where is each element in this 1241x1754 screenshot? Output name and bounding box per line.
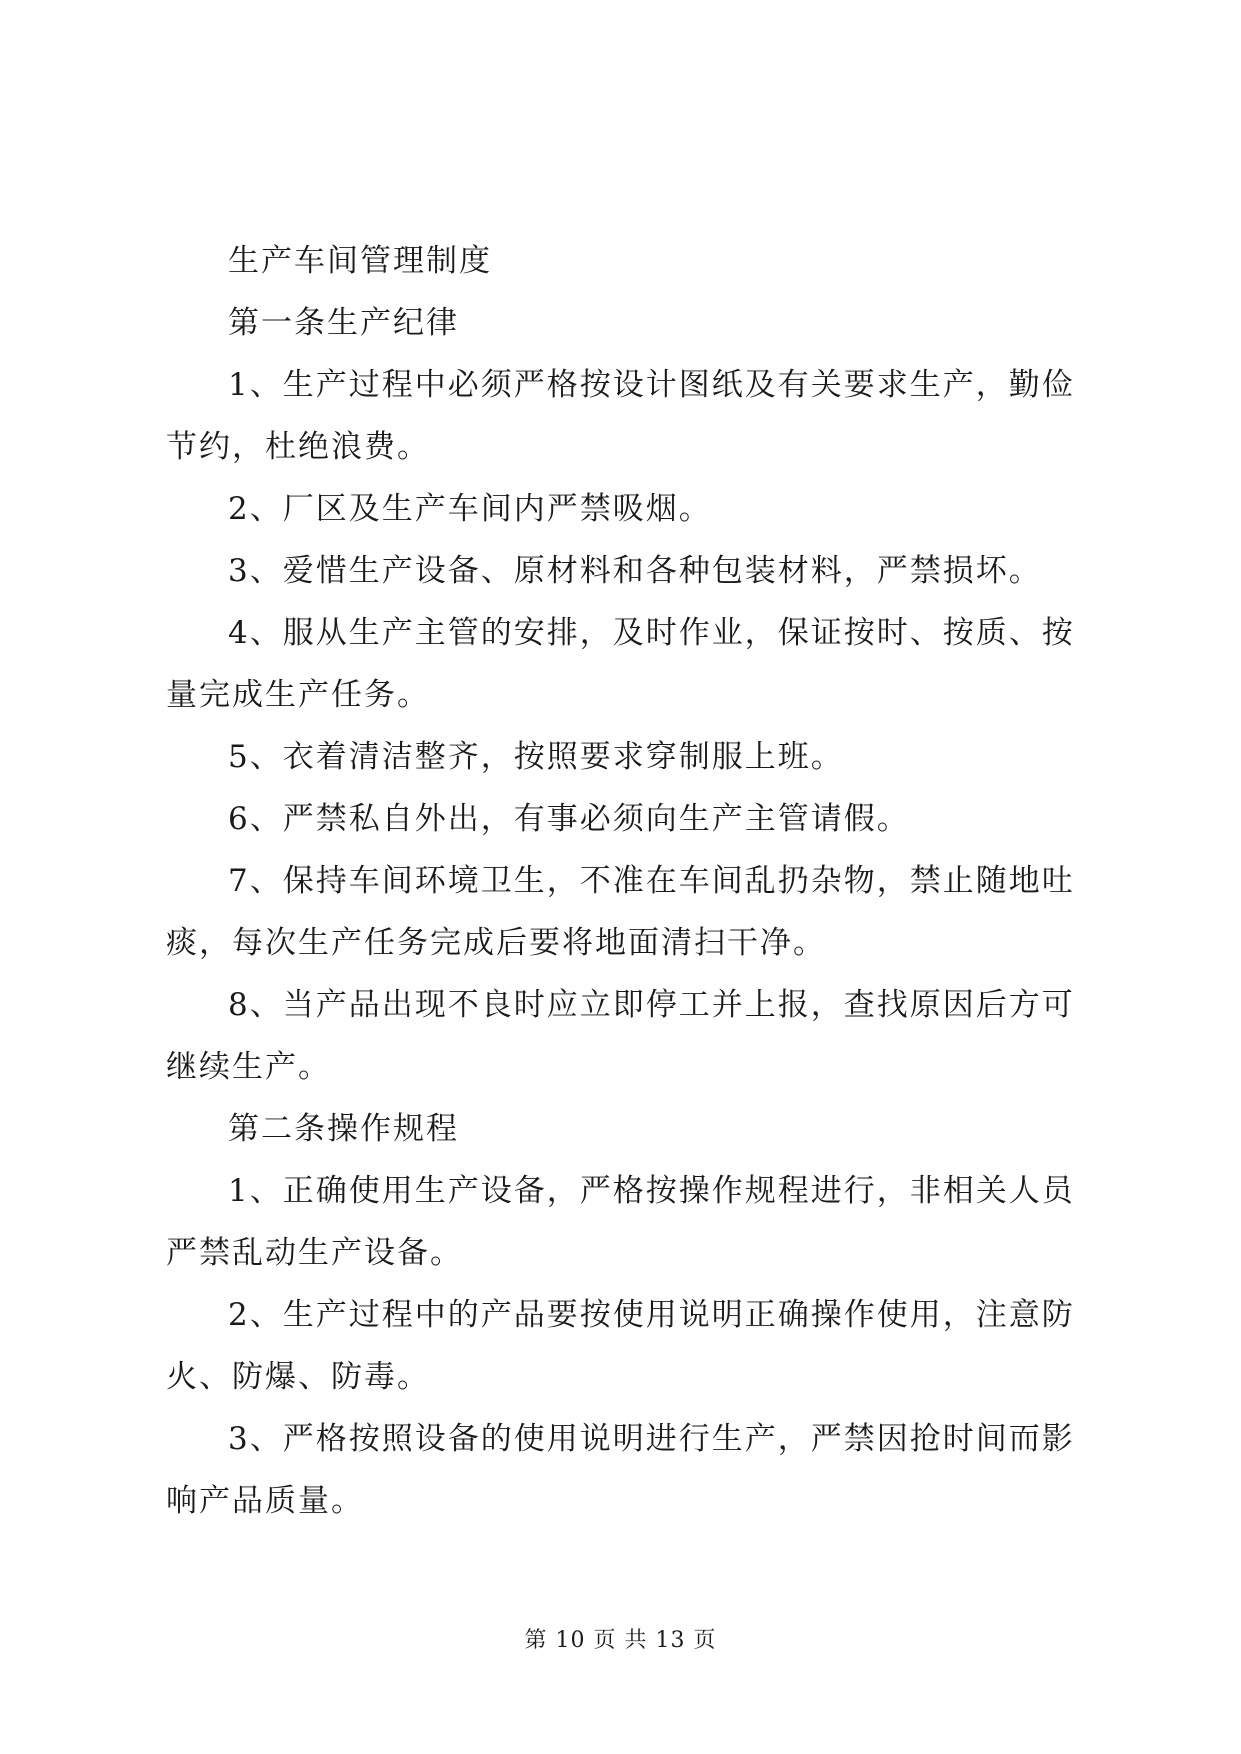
section-heading: 第二条操作规程 xyxy=(228,1111,459,1147)
document-body xyxy=(166,230,1076,1532)
page-number-footer: 第 10 页 共 13 页 xyxy=(524,1628,717,1653)
rule-item: 6、严禁私自外出，有事必须向生产主管请假。 xyxy=(228,801,910,837)
rule-item: 2、生产过程中的产品要按使用说明正确操作使用，注意防火、防爆、防毒。 xyxy=(166,1297,1075,1395)
rule-item: 5、衣着清洁整齐，按照要求穿制服上班。 xyxy=(228,739,844,775)
rule-item: 7、保持车间环境卫生，不准在车间乱扔杂物，禁止随地吐痰，每次生产任务完成后要将地面清扫干净。 xyxy=(166,863,1075,961)
rule-item: 1、正确使用生产设备，严格按操作规程进行，非相关人员严禁乱动生产设备。 xyxy=(166,1173,1075,1271)
rule-item: 2、厂区及生产车间内严禁吸烟。 xyxy=(228,491,712,527)
rule-item: 1、生产过程中必须严格按设计图纸及有关要求生产，勤俭节约，杜绝浪费。 xyxy=(166,367,1075,465)
rule-item: 3、严格按照设备的使用说明进行生产，严禁因抢时间而影响产品质量。 xyxy=(166,1421,1075,1519)
rule-item: 3、爱惜生产设备、原材料和各种包装材料，严禁损坏。 xyxy=(228,553,1042,589)
rule-item: 8、当产品出现不良时应立即停工并上报，查找原因后方可继续生产。 xyxy=(166,987,1075,1085)
rule-item: 4、服从生产主管的安排，及时作业，保证按时、按质、按量完成生产任务。 xyxy=(166,615,1075,713)
document-title: 生产车间管理制度 xyxy=(228,243,492,279)
section-heading: 第一条生产纪律 xyxy=(228,305,459,341)
